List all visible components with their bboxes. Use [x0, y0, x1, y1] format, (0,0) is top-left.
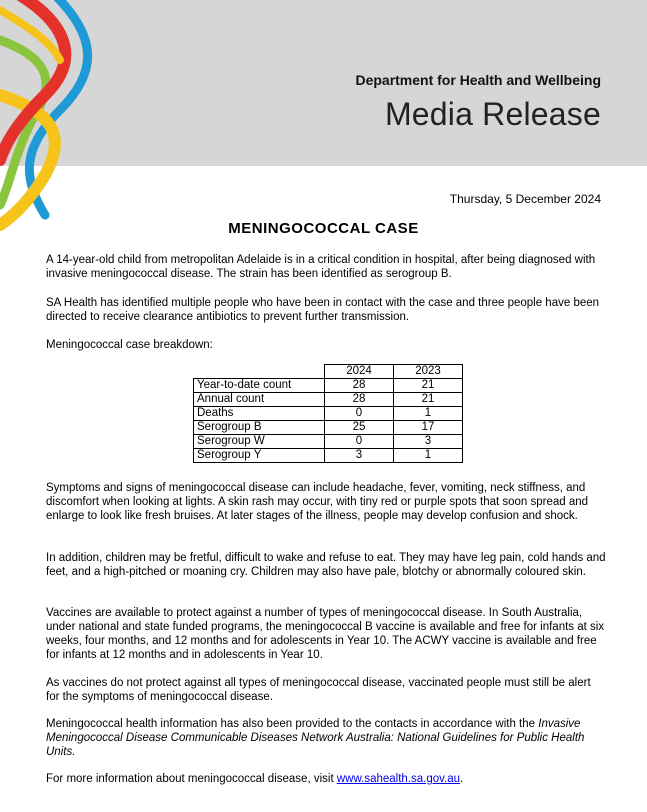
table-row: [194, 379, 463, 393]
row-label: Serogroup W: [194, 435, 325, 449]
paragraph-symptoms: Symptoms and signs of meningococcal disease can include headache, fever, vomiting, neck stiffness, and discomfort when looking at lights. A skin rash may occur, with tiny red or purple spots that soon spread and enlarge to look like fresh bruises. At later stages of the illness, people may develop confusion and shock.: [46, 482, 589, 522]
cell-2023: 1: [394, 449, 463, 463]
cell-2023: 3: [394, 435, 463, 449]
row-label: Deaths: [194, 407, 325, 421]
cell-2024: 28: [325, 379, 394, 393]
paragraph-1: A 14-year-old child from metropolitan Adelaide is in a critical condition in hospital, after being diagnosed with invasive meningococcal disease. The strain has been identified as serogroup B.: [46, 254, 596, 280]
release-date: Thursday, 5 December 2024: [449, 192, 601, 206]
row-label: Annual count: [194, 393, 325, 407]
cell-2023: 1: [394, 407, 463, 421]
paragraph-vaccines: Vaccines are available to protect against a number of types of meningococcal disease. In South Australia, under national and state funded programs, the meningococcal B vaccine is available and free for infants at six weeks, four months, and 12 months and for adolescents in Year 10. The ACWY vaccine is available and free for infants at 12 months and in adolescents in Year 10.: [46, 607, 605, 661]
more-info-end: .: [460, 773, 464, 785]
cell-2024: 0: [325, 407, 394, 421]
paragraph-2: SA Health has identified multiple people who have been in contact with the case and three people have been directed to receive clearance antibiotics to prevent further transmission.: [46, 297, 600, 323]
sahealth-link[interactable]: www.sahealth.sa.gov.au: [336, 773, 461, 785]
table-row: [194, 407, 463, 421]
row-label: Year-to-date count: [194, 379, 325, 393]
department-name: Department for Health and Wellbeing: [355, 72, 601, 88]
page-title: MENINGOCOCCAL CASE: [228, 220, 419, 237]
table-row: [194, 393, 463, 407]
guidelines-title: Invasive Meningococcal Disease Communicable Diseases Network Australia: National Guidelines for Public Health Units.: [46, 718, 585, 758]
more-info-intro: For more information about meningococcal disease, visit: [46, 773, 334, 785]
case-breakdown-table: [193, 364, 463, 463]
paragraph-children: In addition, children may be fretful, difficult to wake and refuse to eat. They may have leg pain, cold hands and feet, and a high-pitched or moaning cry. Children may also have pale, blotchy or abnormally coloured skin.: [46, 552, 606, 578]
paragraph-more-info: [46, 772, 606, 786]
cell-2023: 17: [394, 421, 463, 435]
table-row: [194, 435, 463, 449]
cell-2023: 21: [394, 379, 463, 393]
guidelines-intro: Meningococcal health information has also been provided to the contacts in accordance with the: [46, 718, 536, 730]
column-header-2023: 2023: [394, 365, 463, 379]
cell-2023: 21: [394, 393, 463, 407]
row-label: Serogroup B: [194, 421, 325, 435]
table-corner: [194, 365, 325, 379]
row-label: Serogroup Y: [194, 449, 325, 463]
table-header-row: [194, 365, 463, 379]
column-header-2024: 2024: [325, 365, 394, 379]
paragraph-alert: As vaccines do not protect against all types of meningococcal disease, vaccinated people must still be alert for the symptoms of meningococcal disease.: [46, 677, 591, 703]
paragraph-3: Meningococcal case breakdown:: [46, 339, 213, 351]
paragraph-guidelines: [46, 717, 606, 759]
doc-type-heading: Media Release: [384, 96, 601, 132]
table-row: [194, 421, 463, 435]
sa-health-ribbon-logo: [0, 0, 110, 250]
table-row: [194, 449, 463, 463]
cell-2024: 28: [325, 393, 394, 407]
cell-2024: 0: [325, 435, 394, 449]
cell-2024: 25: [325, 421, 394, 435]
cell-2024: 3: [325, 449, 394, 463]
